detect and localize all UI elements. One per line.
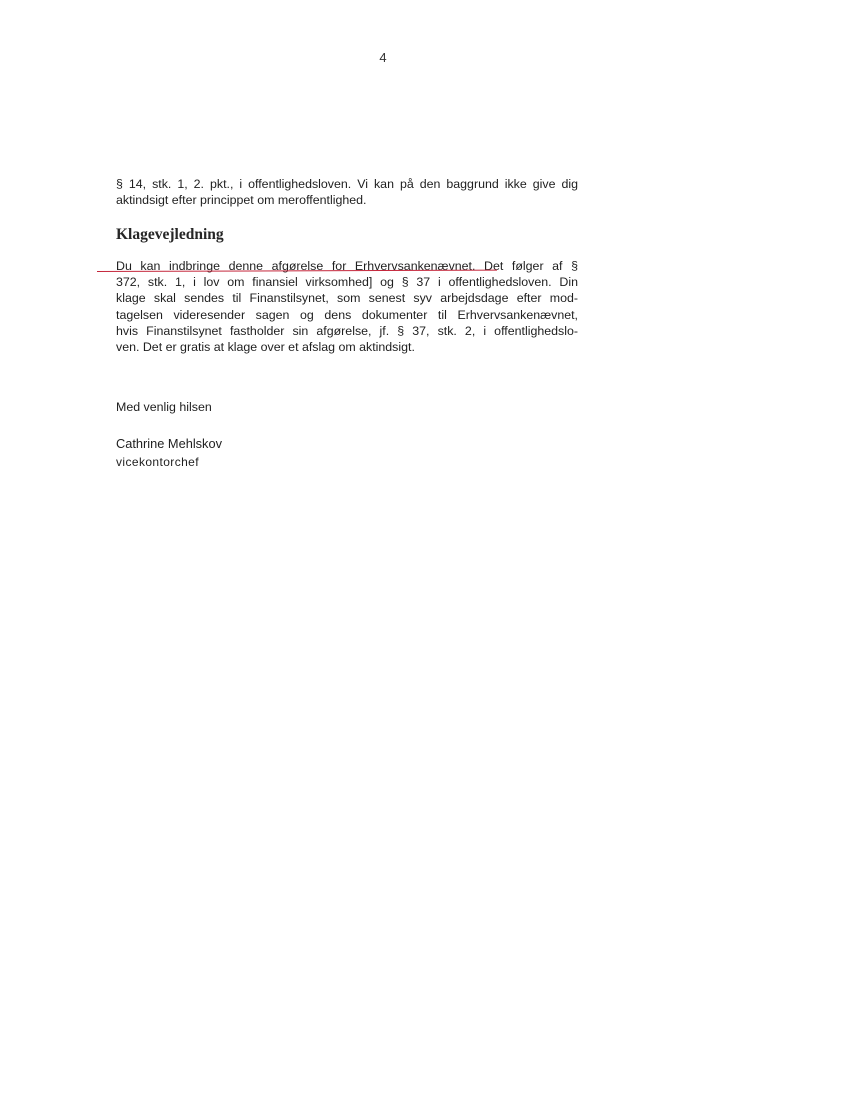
paragraph-line: Du kan indbringe denne afgørelse for Erhvervsankenævnet. Det følger af § xyxy=(116,259,578,273)
signer-name: Cathrine Mehlskov xyxy=(116,436,222,451)
signer-title: vicekontorchef xyxy=(116,455,199,469)
intro-paragraph xyxy=(116,176,578,208)
paragraph-line: 372, stk. 1, i lov om finansiel virksomhed] og § 37 i offentlighedsloven. Din xyxy=(116,275,578,290)
section-heading-klagevejledning: Klagevejledning xyxy=(116,226,224,243)
paragraph-line: hvis Finanstilsynet fastholder sin afgørelse, jf. § 37, stk. 2, i offentlighedslo- xyxy=(116,323,578,338)
paragraph-line: aktindsigt efter princippet om meroffentlighed. xyxy=(116,193,367,208)
paragraph-line: § 14, stk. 1, 2. pkt., i offentlighedsloven. Vi kan på den baggrund ikke give dig xyxy=(116,177,578,191)
paragraph-line: klage skal sendes til Finanstilsynet, som senest syv arbejdsdage efter mod- xyxy=(116,291,578,306)
paragraph-line: ven. Det er gratis at klage over et afslag om aktindsigt. xyxy=(116,340,415,355)
closing-greeting: Med venlig hilsen xyxy=(116,400,212,414)
page-number: 4 xyxy=(379,50,387,65)
paragraph-line: tagelsen videresender sagen og dens dokumenter til Erhvervsankenævnet, xyxy=(116,307,578,322)
klagevejledning-paragraph xyxy=(116,258,578,355)
